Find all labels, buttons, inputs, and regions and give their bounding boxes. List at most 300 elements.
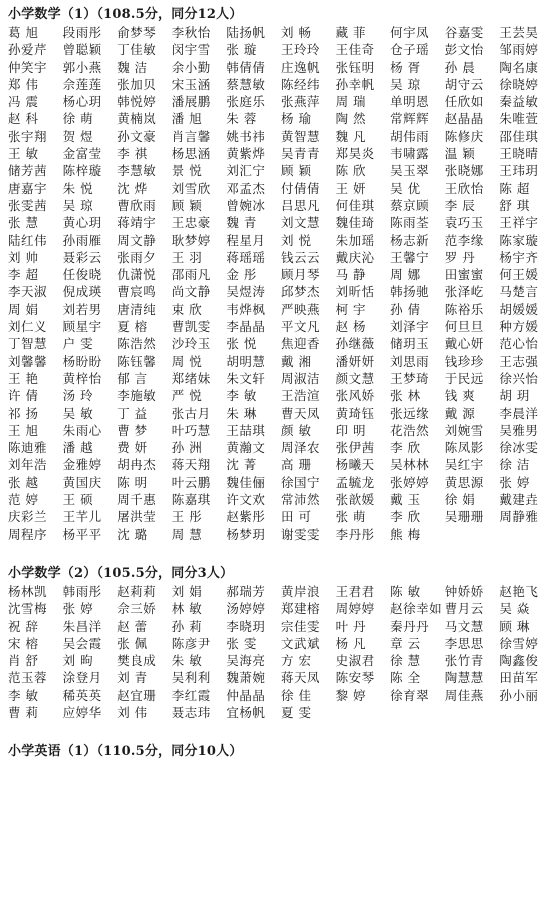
name-cell: 李晓玥 [226, 618, 266, 634]
name-row [8, 387, 555, 404]
name-cell: 马文慧 [444, 618, 484, 634]
name-cell: 杨思涵 [171, 146, 211, 162]
name-cell: 赵莉莉 [117, 583, 157, 599]
section-math-1 [8, 6, 555, 543]
name-cell: 何王媛 [499, 267, 539, 283]
name-cell: 魏佳琦 [335, 215, 375, 231]
name-cell: 韩扬驰 [390, 284, 430, 300]
name-cell: 王芊儿 [62, 509, 102, 525]
name-cell: 贺 煜 [62, 128, 94, 144]
name-cell: 赵宜珊 [117, 687, 157, 703]
name-cell: 郑 伟 [8, 76, 39, 92]
name-cell: 景 悦 [171, 163, 203, 179]
name-cell: 曾聪颖 [62, 42, 102, 58]
name-row [8, 474, 555, 491]
name-cell: 顾月琴 [280, 267, 320, 283]
name-row [8, 635, 555, 652]
name-cell: 吴 优 [390, 180, 421, 196]
name-cell: 王馨宁 [390, 249, 430, 265]
name-cell: 吴 琼 [62, 197, 94, 213]
name-cell: 徐 萌 [62, 111, 94, 127]
name-cell: 耿梦婷 [171, 232, 211, 248]
name-cell: 朱昌洋 [62, 618, 102, 634]
name-cell: 郁 言 [117, 370, 148, 386]
name-cell: 魏萧婉 [226, 670, 266, 686]
name-cell: 杨盼盼 [62, 353, 102, 369]
section-title: 小学数学（1）（108.5分，同分12人） [8, 7, 243, 22]
name-cell: 潘 越 [62, 440, 94, 456]
name-cell: 周 娟 [8, 301, 39, 317]
name-cell: 张 慧 [8, 215, 39, 231]
name-cell: 田 可 [280, 509, 312, 525]
name-cell: 胡媛媛 [499, 301, 539, 317]
name-cell: 刘文慧 [280, 215, 320, 231]
name-cell: 刘 悦 [280, 232, 312, 248]
name-cell: 肖言馨 [171, 128, 211, 144]
name-cell: 朱唯萱 [499, 111, 539, 127]
name-cell: 陈 超 [499, 180, 530, 196]
name-cell: 仓子瑶 [390, 42, 430, 58]
name-cell: 邵佳琪 [499, 128, 539, 144]
name-row [8, 232, 555, 249]
name-cell: 袁巧玉 [444, 215, 484, 231]
name-row [8, 76, 555, 93]
name-cell: 吴珊珊 [444, 509, 484, 525]
name-cell: 赵紫彤 [226, 509, 266, 525]
name-cell: 李 辰 [444, 197, 476, 213]
name-cell: 徐 洁 [499, 457, 530, 473]
name-cell: 杨林凯 [8, 583, 48, 599]
name-cell: 黄紫烨 [226, 146, 266, 162]
name-cell: 颜 敏 [280, 422, 312, 438]
name-cell: 徐 佳 [280, 687, 312, 703]
name-cell: 许 倩 [8, 388, 39, 404]
name-cell: 王 羽 [171, 249, 203, 265]
name-cell: 曹欣雨 [117, 197, 157, 213]
name-cell: 陈经纬 [280, 76, 320, 92]
name-cell: 温 颖 [444, 146, 476, 162]
name-cell: 徐兴怡 [499, 370, 539, 386]
name-cell: 严映燕 [280, 301, 320, 317]
name-cell: 韩悦婷 [117, 94, 157, 110]
name-cell: 庄逸帆 [280, 59, 320, 75]
name-cell: 陈裕乐 [444, 301, 484, 317]
name-row [8, 93, 555, 110]
name-cell [499, 704, 554, 721]
name-cell: 吴会霞 [62, 635, 102, 651]
name-cell: 刘年浩 [8, 457, 48, 473]
name-cell: 戴心妍 [444, 336, 484, 352]
name-cell: 王 艳 [8, 370, 39, 386]
name-cell: 杨平平 [62, 526, 102, 542]
name-cell: 孟毓龙 [335, 474, 375, 490]
name-cell: 张宇翔 [8, 128, 48, 144]
name-cell: 曹凯雯 [171, 319, 211, 335]
name-cell: 顾星宇 [62, 319, 102, 335]
name-cell: 文武斌 [280, 635, 320, 651]
name-cell: 葛 旭 [8, 25, 39, 40]
name-cell: 刘婉雪 [444, 422, 484, 438]
name-cell: 张风娇 [335, 388, 375, 404]
name-cell: 曹 梦 [117, 422, 148, 438]
name-cell: 黄琦钰 [335, 405, 375, 421]
name-cell: 张钰明 [335, 59, 375, 75]
name-cell: 王佳奇 [335, 42, 375, 58]
name-cell: 陈梓璇 [62, 163, 102, 179]
name-cell: 孙雨雁 [62, 232, 102, 248]
name-cell: 刘 伟 [117, 704, 148, 720]
name-cell: 李 祺 [117, 146, 148, 162]
name-row [8, 353, 555, 370]
name-cell: 曹天凤 [280, 405, 320, 421]
name-cell: 任欣如 [444, 94, 484, 110]
name-cell: 顾 颖 [280, 163, 312, 179]
name-cell: 张泽屹 [444, 284, 484, 300]
name-cell: 朱 悦 [62, 180, 94, 196]
name-cell: 吴青青 [280, 146, 320, 162]
name-cell: 朱 蓉 [226, 111, 257, 127]
name-cell: 吴林林 [390, 457, 430, 473]
name-cell [445, 704, 500, 721]
name-cell: 范玉蓉 [8, 670, 48, 686]
name-cell: 李 欣 [390, 440, 421, 456]
name-cell: 夏 雯 [280, 704, 312, 720]
name-cell: 徐 娟 [444, 492, 476, 508]
name-cell: 张雨夕 [117, 249, 157, 265]
name-cell: 王 彤 [171, 509, 203, 525]
name-cell: 周婷婷 [335, 601, 375, 617]
name-cell: 陈 敏 [390, 583, 421, 599]
name-cell: 张雯茜 [8, 197, 48, 213]
name-cell: 庆彩兰 [8, 509, 48, 525]
name-cell: 陈 全 [390, 670, 421, 686]
name-cell: 戴 源 [444, 405, 476, 421]
name-cell: 马楚言 [499, 284, 539, 300]
name-row [8, 422, 555, 439]
name-cell: 徐冰雯 [499, 440, 539, 456]
name-cell: 郑绪妹 [171, 370, 211, 386]
name-cell: 赵晶晶 [444, 111, 484, 127]
name-row [8, 128, 555, 145]
name-cell: 吴利利 [171, 670, 211, 686]
section-title: 小学数学（2）（105.5分，同分3人） [8, 565, 234, 581]
name-row [8, 652, 555, 669]
name-cell: 余小勤 [171, 59, 211, 75]
name-cell: 聂志玮 [171, 704, 211, 720]
name-cell: 赵 蕾 [117, 618, 148, 634]
name-cell: 谢雯雯 [280, 526, 320, 542]
name-cell: 藏 菲 [335, 25, 367, 40]
name-cell: 朱 琳 [226, 405, 257, 421]
name-cell: 张 林 [390, 388, 421, 404]
name-row [8, 162, 555, 179]
name-cell: 黄智慧 [280, 128, 320, 144]
name-cell: 黎 婷 [335, 687, 367, 703]
name-cell: 赵 科 [8, 111, 39, 127]
name-cell: 孙继薇 [335, 336, 375, 352]
name-cell: 丁智慧 [8, 336, 48, 352]
name-cell: 刘思雨 [390, 353, 430, 369]
name-cell: 颜文慧 [335, 370, 375, 386]
name-cell: 陶慧慧 [444, 670, 484, 686]
name-row [8, 24, 555, 41]
name-cell: 戴建垚 [499, 492, 539, 508]
name-cell: 李天淑 [8, 284, 48, 300]
name-cell: 吕思凡 [280, 197, 320, 213]
name-cell: 胡冉杰 [117, 457, 157, 473]
name-row [8, 214, 555, 231]
name-cell: 稀英英 [62, 687, 102, 703]
name-cell: 郑昊炎 [335, 146, 375, 162]
name-cell: 戴 湘 [280, 353, 312, 369]
name-cell: 李秋怡 [171, 25, 211, 40]
name-cell: 于民远 [444, 370, 484, 386]
name-cell: 张竹青 [444, 653, 484, 669]
name-cell: 钱 爽 [444, 388, 476, 404]
name-cell: 倪成瑛 [62, 284, 102, 300]
name-cell: 郭小燕 [62, 59, 102, 75]
name-row [8, 687, 555, 704]
name-cell: 魏 凡 [335, 128, 367, 144]
name-cell: 丁佳敏 [117, 42, 157, 58]
name-cell: 蒋靖宇 [117, 215, 157, 231]
name-cell: 胡守云 [444, 76, 484, 92]
name-cell: 杨心玥 [62, 94, 102, 110]
name-row [8, 669, 555, 686]
name-cell: 魏 青 [226, 215, 257, 231]
name-cell: 张 佩 [117, 635, 148, 651]
name-cell: 顾 琳 [499, 618, 530, 634]
section-english-1 [8, 743, 555, 761]
name-cell: 潘 旭 [171, 111, 203, 127]
name-cell: 孙幸帆 [335, 76, 375, 92]
name-cell: 储玥玉 [390, 336, 430, 352]
name-cell: 姚书祎 [226, 128, 266, 144]
name-cell: 周泽农 [280, 440, 320, 456]
name-cell: 王浩渲 [280, 388, 320, 404]
name-cell: 孙 晨 [444, 59, 476, 75]
section-title: 小学英语（1）（110.5分，同分10人） [8, 744, 243, 760]
name-cell: 张歆媛 [335, 492, 375, 508]
name-cell: 刘泽宇 [390, 319, 430, 335]
name-cell: 佘莲莲 [62, 76, 102, 92]
name-cell: 张晓娜 [444, 163, 484, 179]
name-cell: 徐国宁 [280, 474, 320, 490]
name-cell: 王 旭 [8, 422, 39, 438]
name-cell: 陈安琴 [335, 670, 375, 686]
name-cell: 佘三娇 [117, 601, 157, 617]
name-row [8, 59, 555, 76]
name-cell: 张 悦 [226, 336, 257, 352]
name-cell: 张 雯 [226, 635, 257, 651]
name-cell: 黄梓怡 [62, 370, 102, 386]
name-cell: 邹雨婷 [499, 42, 539, 58]
name-cell: 郑建榕 [280, 601, 320, 617]
name-cell: 陆扬帆 [226, 25, 266, 40]
name-cell: 吴海亮 [226, 653, 266, 669]
name-cell: 杨志新 [390, 232, 430, 248]
name-cell: 朱 敏 [171, 653, 203, 669]
name-cell: 丁 益 [117, 405, 148, 421]
name-cell: 刘 畅 [280, 25, 312, 40]
name-cell: 唐清纯 [117, 301, 157, 317]
name-cell: 吴 焱 [499, 601, 530, 617]
name-cell: 李丹彤 [335, 526, 375, 542]
name-cell: 韦烨枫 [226, 301, 266, 317]
name-cell: 范心怡 [499, 336, 539, 352]
name-cell: 范李缘 [444, 232, 484, 248]
name-cell: 印 明 [335, 422, 367, 438]
name-row [8, 41, 555, 58]
name-cell: 柯 宇 [335, 301, 367, 317]
name-cell: 祝 辞 [8, 618, 39, 634]
name-cell: 李 超 [8, 267, 39, 283]
name-cell: 蒋瑶瑶 [226, 249, 266, 265]
name-cell: 王 妍 [335, 180, 367, 196]
name-cell: 叶巧慧 [171, 422, 211, 438]
name-cell: 李思思 [444, 635, 484, 651]
name-cell: 朱加瑶 [335, 232, 375, 248]
name-cell: 朱雨心 [62, 422, 102, 438]
name-cell: 杨曦天 [335, 457, 375, 473]
name-cell: 徐晓婷 [499, 76, 539, 92]
name-cell: 肖 舒 [8, 653, 39, 669]
name-cell: 陈 欣 [335, 163, 367, 179]
name-cell [499, 526, 554, 543]
name-cell: 戴 玉 [390, 492, 421, 508]
name-cell: 周静雅 [499, 509, 539, 525]
name-cell: 黄国庆 [62, 474, 102, 490]
name-cell: 储芳茜 [8, 163, 48, 179]
name-cell: 沈 璐 [117, 526, 148, 542]
name-cell: 陈家璇 [499, 232, 539, 248]
name-cell: 宋玉涵 [171, 76, 211, 92]
name-cell: 潘妍妍 [335, 353, 375, 369]
name-cell: 金 彤 [226, 267, 257, 283]
name-cell: 杨 凡 [335, 635, 367, 651]
name-cell: 王忠豪 [171, 215, 211, 231]
name-cell: 张 越 [8, 474, 39, 490]
name-cell: 仲晶晶 [226, 687, 266, 703]
name-row [8, 491, 555, 508]
name-cell: 刘仁义 [8, 319, 48, 335]
name-cell: 付倩倩 [280, 180, 320, 196]
name-cell: 汤 玲 [62, 388, 94, 404]
name-row [8, 197, 555, 214]
name-cell: 蒋天凤 [280, 670, 320, 686]
name-cell: 熊 梅 [390, 526, 421, 542]
name-row [8, 583, 555, 600]
name-cell: 刘馨馨 [8, 353, 48, 369]
name-cell [336, 704, 391, 721]
name-cell: 王喆琪 [226, 422, 266, 438]
name-cell: 朱文轩 [226, 370, 266, 386]
name-cell: 费 妍 [117, 440, 148, 456]
name-cell: 吴 琼 [390, 76, 421, 92]
name-cell: 孙 倩 [390, 301, 421, 317]
name-cell: 王祥宇 [499, 215, 539, 231]
name-cell: 陆红伟 [8, 232, 48, 248]
section-math-2 [8, 565, 555, 721]
name-cell: 宗佳雯 [280, 618, 320, 634]
name-cell: 束 欣 [171, 301, 203, 317]
name-cell: 韩倩倩 [226, 59, 266, 75]
name-cell: 金富莹 [62, 146, 102, 162]
name-cell: 黄楠岚 [117, 111, 157, 127]
name-cell: 李红霞 [171, 687, 211, 703]
name-cell: 韦啸露 [390, 146, 430, 162]
name-cell: 刘 帅 [8, 249, 39, 265]
name-row [8, 526, 555, 543]
name-cell: 聂彩云 [62, 249, 102, 265]
name-row [8, 600, 555, 617]
name-cell: 魏 洁 [117, 59, 148, 75]
name-cell: 李晨洋 [499, 405, 539, 421]
name-cell: 汤婷婷 [226, 601, 266, 617]
name-cell: 李 欣 [390, 509, 421, 525]
name-cell: 胡明慧 [226, 353, 266, 369]
name-cell: 常沛然 [280, 492, 320, 508]
name-cell: 仇潇悦 [117, 267, 157, 283]
name-cell: 沈 菁 [226, 457, 257, 473]
name-cell: 常辉辉 [390, 111, 430, 127]
name-cell: 王玲玲 [280, 42, 320, 58]
name-cell: 邓孟杰 [226, 180, 266, 196]
name-cell: 方 宏 [280, 653, 312, 669]
name-row [8, 249, 555, 266]
name-cell: 沙玲玉 [171, 336, 211, 352]
name-cell: 周 娜 [390, 267, 421, 283]
name-cell: 许文欢 [226, 492, 266, 508]
name-cell: 杨 胥 [390, 59, 421, 75]
name-cell: 何旦旦 [444, 319, 484, 335]
name-cell: 王 硕 [62, 492, 94, 508]
name-cell: 罗 丹 [444, 249, 476, 265]
name-cell: 孙小丽 [499, 687, 539, 703]
name-cell: 张古月 [171, 405, 211, 421]
name-row [8, 318, 555, 335]
name-row [8, 110, 555, 127]
name-cell: 戴庆沁 [335, 249, 375, 265]
name-cell: 彭文怡 [444, 42, 484, 58]
name-cell: 周淑洁 [280, 370, 320, 386]
name-cell: 刘 昫 [62, 653, 94, 669]
name-cell: 段雨彤 [62, 25, 102, 40]
name-cell: 刘 青 [117, 670, 148, 686]
name-cell [445, 526, 500, 543]
name-row [8, 618, 555, 635]
name-cell: 宜杨帆 [226, 704, 266, 720]
name-row [8, 405, 555, 422]
name-cell: 黄岸浪 [280, 583, 320, 599]
name-cell: 曹月云 [444, 601, 484, 617]
name-cell: 周 瑞 [335, 94, 367, 110]
name-cell: 王芸昊 [499, 25, 539, 40]
name-cell: 赵艳飞 [499, 583, 539, 599]
name-cell: 刘 娟 [171, 583, 203, 599]
name-cell: 沈雪梅 [8, 601, 48, 617]
name-cell: 秦益敏 [499, 94, 539, 110]
name-cell: 王 敏 [8, 146, 39, 162]
name-cell: 祁 扬 [8, 405, 39, 421]
name-cell: 周佳燕 [444, 687, 484, 703]
name-cell: 任俊晓 [62, 267, 102, 283]
name-cell: 黄思源 [444, 474, 484, 490]
name-cell: 户 雯 [62, 336, 94, 352]
name-row [8, 456, 555, 473]
name-cell: 程星月 [226, 232, 266, 248]
name-cell: 钱云云 [280, 249, 320, 265]
